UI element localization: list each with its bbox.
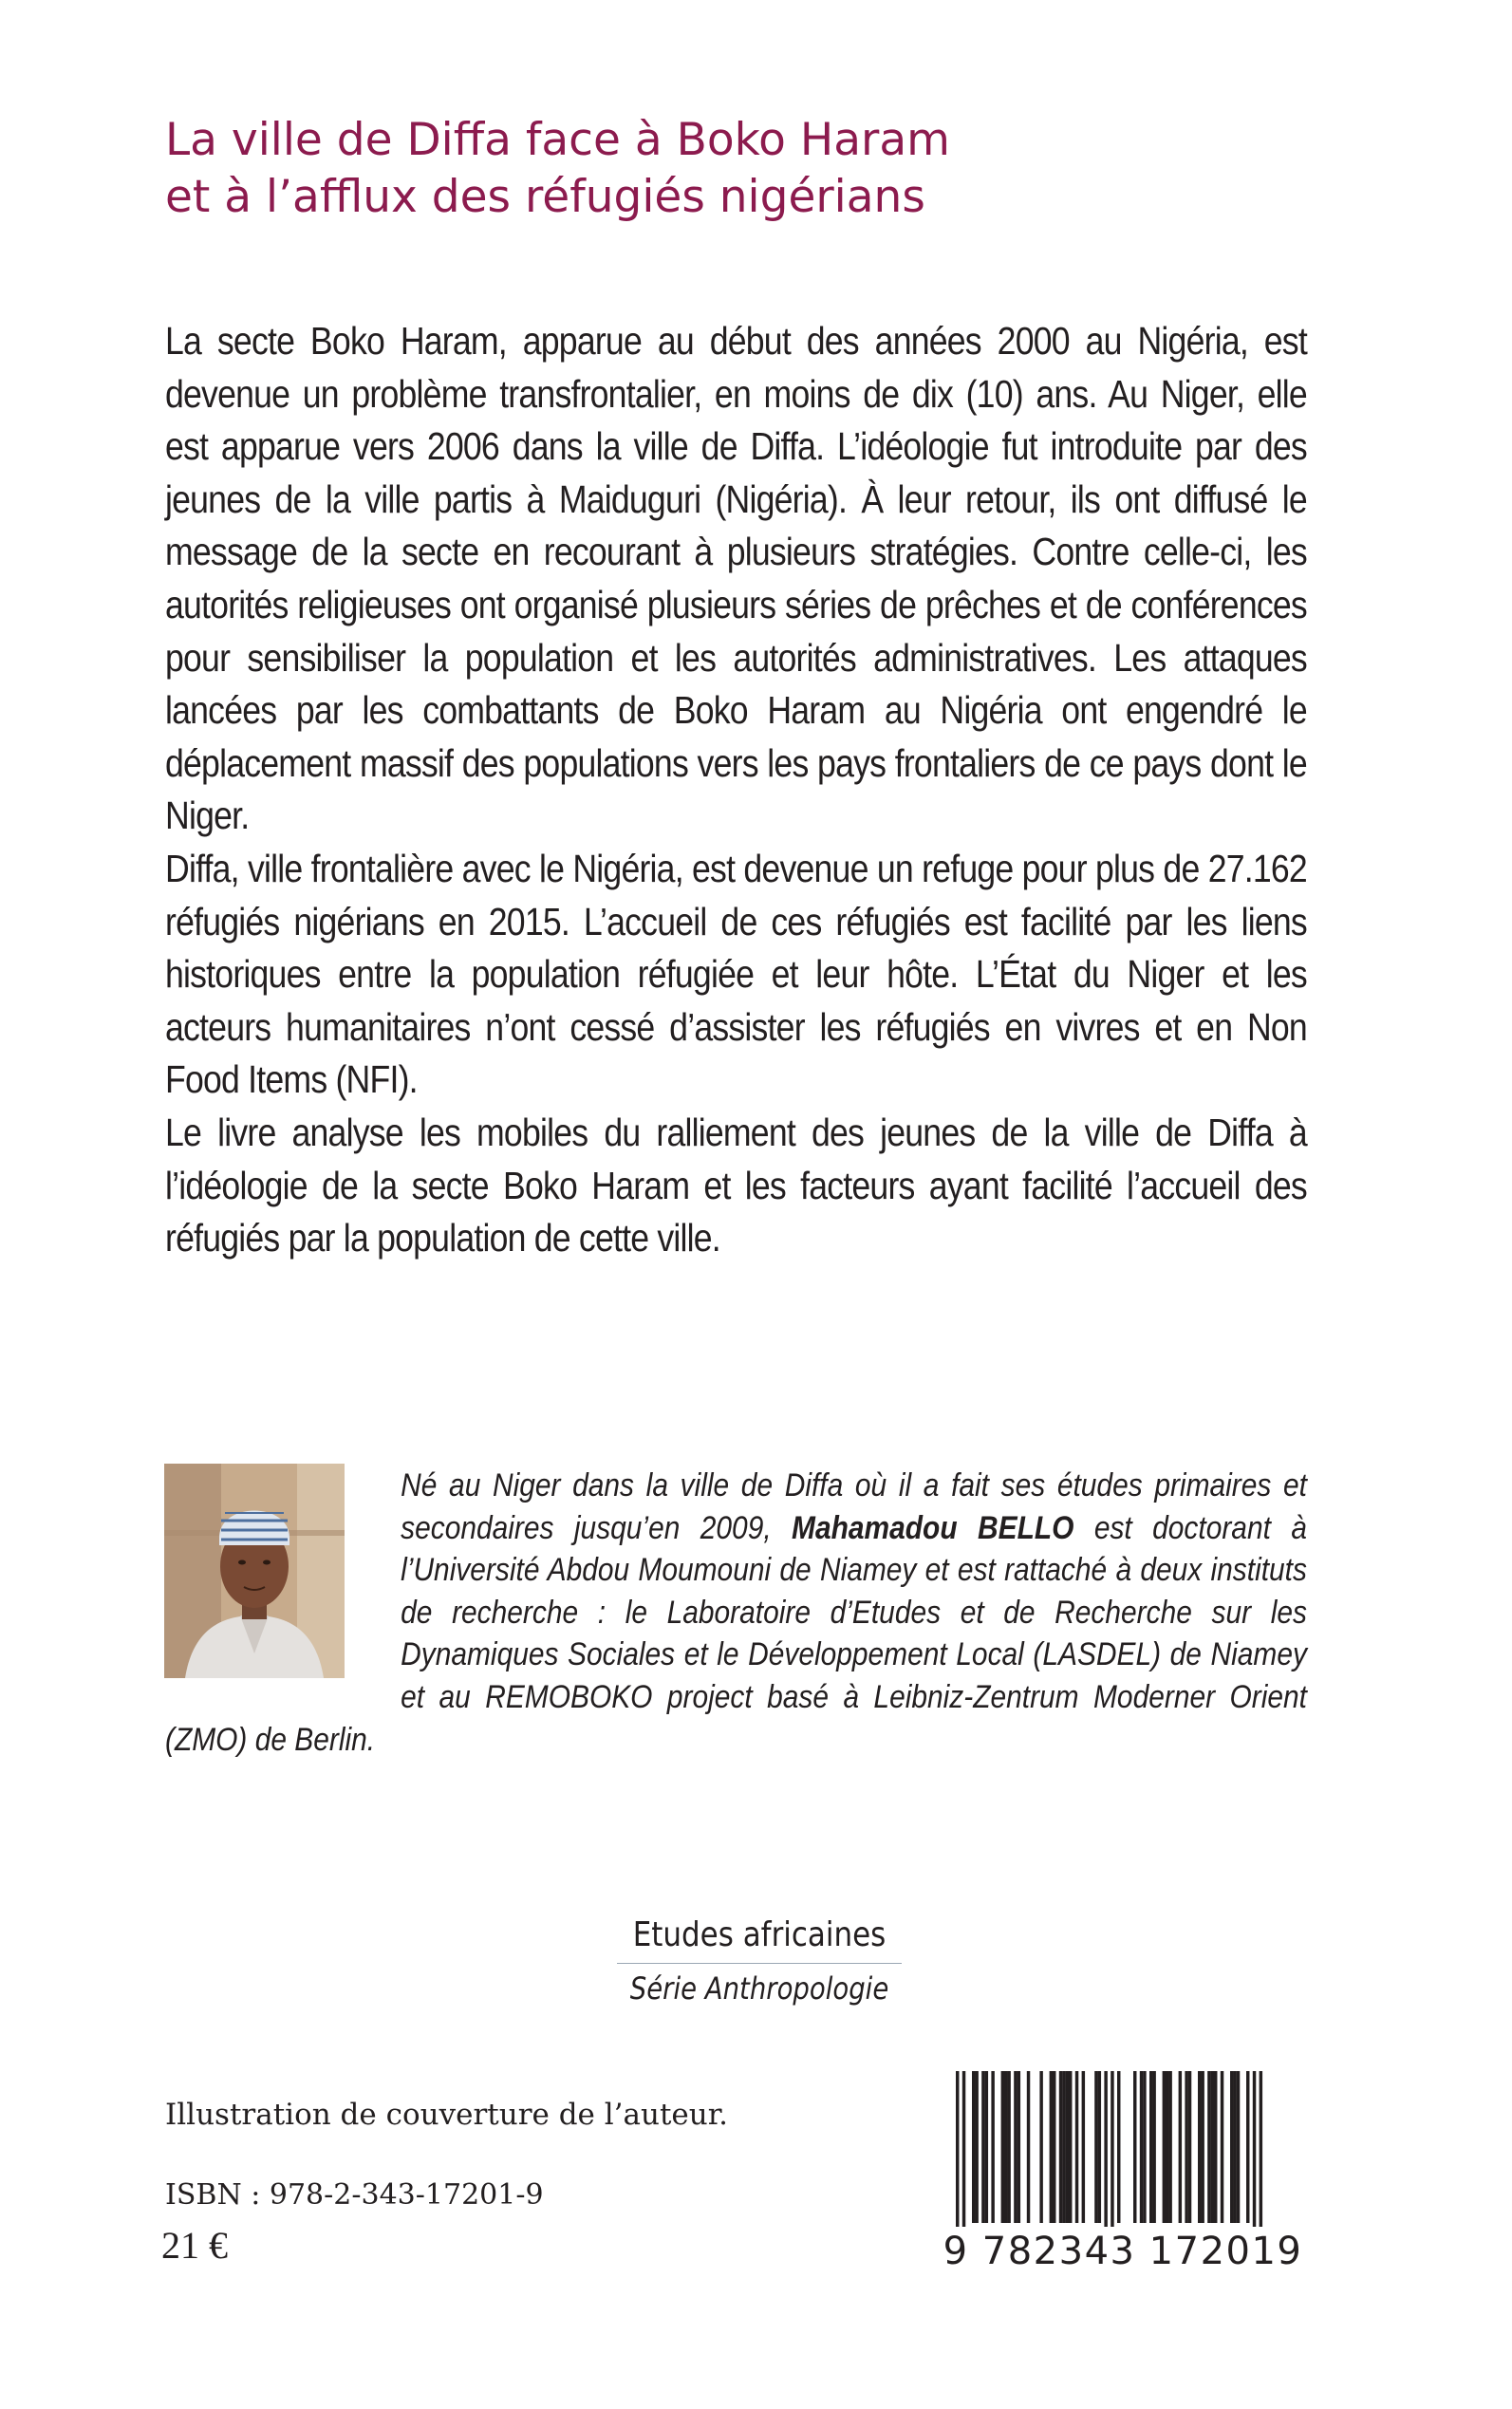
barcode-bar [1188, 2071, 1191, 2223]
barcode-bar [1152, 2071, 1155, 2223]
collection-block [569, 1914, 949, 2009]
barcode-bar [1246, 2071, 1249, 2223]
barcode-bar [1004, 2071, 1007, 2223]
barcode-bar [1075, 2071, 1078, 2223]
book-title-line-1: La ville de Diffa face à Boko Haram [165, 114, 950, 166]
barcode-bar [1211, 2071, 1214, 2223]
barcode-bar [1168, 2071, 1171, 2223]
barcode-bar [1179, 2071, 1182, 2223]
bio-text-start: Né au Niger dans la ville de Diffa où il a fait ses études primaires et secondaires jusqu’en 2009, [401, 1467, 1307, 1546]
barcode-bar [1143, 2071, 1146, 2223]
barcode-bar [1111, 2071, 1113, 2234]
barcode-digits: 9 782343 172019 [939, 2227, 1307, 2276]
barcode-bar [975, 2071, 978, 2223]
barcode-bar [1214, 2071, 1217, 2223]
barcode-bar [1104, 2071, 1107, 2234]
barcode-bar [985, 2071, 988, 2223]
barcode-bar [1001, 2071, 1004, 2223]
barcode-bars [939, 2071, 1307, 2234]
barcode-bar [1007, 2071, 1010, 2223]
barcode-bar [1039, 2071, 1042, 2223]
book-title-line-2: et à l’afflux des réfugiés nigérians [165, 171, 925, 223]
barcode-bar [1133, 2071, 1136, 2223]
illustration-credit: Illustration de couverture de l’auteur. [165, 2098, 729, 2132]
bio-text-end: est doctorant à l’Université Abdou Moumouni de Niamey et est rattaché à deux instituts de recherche : le Laboratoire d’Etudes et de Recherche sur les Dynamiques Sociales et le Développement Local (LASDEL) de Niamey et au REMOBOKO project basé à Leibniz-Zentrum Moderner Orient (ZMO) de Berlin. [165, 1509, 1307, 1758]
barcode-bar [1050, 2071, 1053, 2223]
barcode-bar [962, 2071, 965, 2234]
photo-spacer [165, 1465, 401, 1717]
barcode-bar [1149, 2071, 1152, 2223]
barcode-bar [1059, 2071, 1062, 2223]
barcode-bar [1253, 2071, 1256, 2234]
barcode-bar [1198, 2071, 1201, 2223]
barcode-bar [1185, 2071, 1187, 2223]
summary-paragraph-2: Diffa, ville frontalière avec le Nigéria, est devenue un refuge pour plus de 27.162 réfugiés nigérians en 2015. L’accueil de ces réfugiés est facilité par les liens historiques entre la population réfugiée et leur hôte. L’État du Niger et les acteurs humanitaires n’ont cessé d’assister les réfugiés en vivres et en Non Food Items (NFI). [165, 846, 1307, 1102]
barcode-bar [956, 2071, 959, 2234]
barcode-bar [1053, 2071, 1055, 2223]
collection-name: Etudes africaines [632, 1915, 887, 1954]
barcode-bar [1014, 2071, 1017, 2223]
barcode-bar [1098, 2071, 1101, 2223]
barcode-bar [1166, 2071, 1168, 2223]
book-summary [165, 315, 1307, 1265]
barcode-bar [981, 2071, 984, 2223]
barcode-bar [1233, 2071, 1236, 2223]
barcode-bar [1027, 2071, 1030, 2223]
author-bio [165, 1465, 1307, 1761]
barcode-bar [1069, 2071, 1072, 2223]
barcode-bar [1237, 2071, 1240, 2223]
barcode-bar [1207, 2071, 1210, 2223]
barcode-bar [1117, 2071, 1120, 2223]
summary-paragraph-1: La secte Boko Haram, apparue au début des années 2000 au Nigéria, est devenue un problème transfrontalier, en moins de dix (10) ans. Au Niger, elle est apparue vers 2006 dans la ville de Diffa. L’idéologie fut introduite par des jeunes de la ville partis à Maiduguri (Nigéria). À leur retour, ils ont diffusé le message de la secte en recourant à plusieurs stratégies. Contre celle-ci, les autorités religieuses ont organisé plusieurs séries de prêches et de conférences pour sensibiliser la population et les autorités administratives. Les attaques lancées par les combattants de Boko Haram au Nigéria ont engendré le déplacement massif des populations vers les pays frontaliers de ce pays dont le Niger. [165, 319, 1307, 838]
barcode-bar [972, 2071, 975, 2223]
barcode-bar [1140, 2071, 1143, 2223]
barcode-bar [1066, 2071, 1069, 2223]
barcode-bar [1094, 2071, 1097, 2223]
collection-series: Série Anthropologie [629, 1970, 889, 2007]
barcode-bar [1221, 2071, 1223, 2223]
barcode-bar [1017, 2071, 1020, 2223]
isbn: ISBN : 978-2-343-17201-9 [165, 2178, 544, 2212]
barcode-bar [1163, 2071, 1166, 2223]
barcode-bar [1082, 2071, 1085, 2223]
author-name: Mahamadou BELLO [792, 1509, 1074, 1546]
barcode-bar [1260, 2071, 1262, 2234]
barcode-bar [991, 2071, 994, 2223]
summary-paragraph-3: Le livre analyse les mobiles du ralliement des jeunes de la ville de Diffa à l’idéologie de la secte Boko Haram et les facteurs ayant facilité l’accueil des réfugiés par la population de cette ville. [165, 1110, 1307, 1261]
barcode-bar [1062, 2071, 1065, 2223]
barcode-bar [1201, 2071, 1204, 2223]
barcode-bar [1230, 2071, 1233, 2223]
book-title [165, 112, 1304, 226]
barcode [939, 2071, 1307, 2278]
collection-divider [617, 1963, 902, 1964]
price: 21 € [161, 2224, 228, 2267]
